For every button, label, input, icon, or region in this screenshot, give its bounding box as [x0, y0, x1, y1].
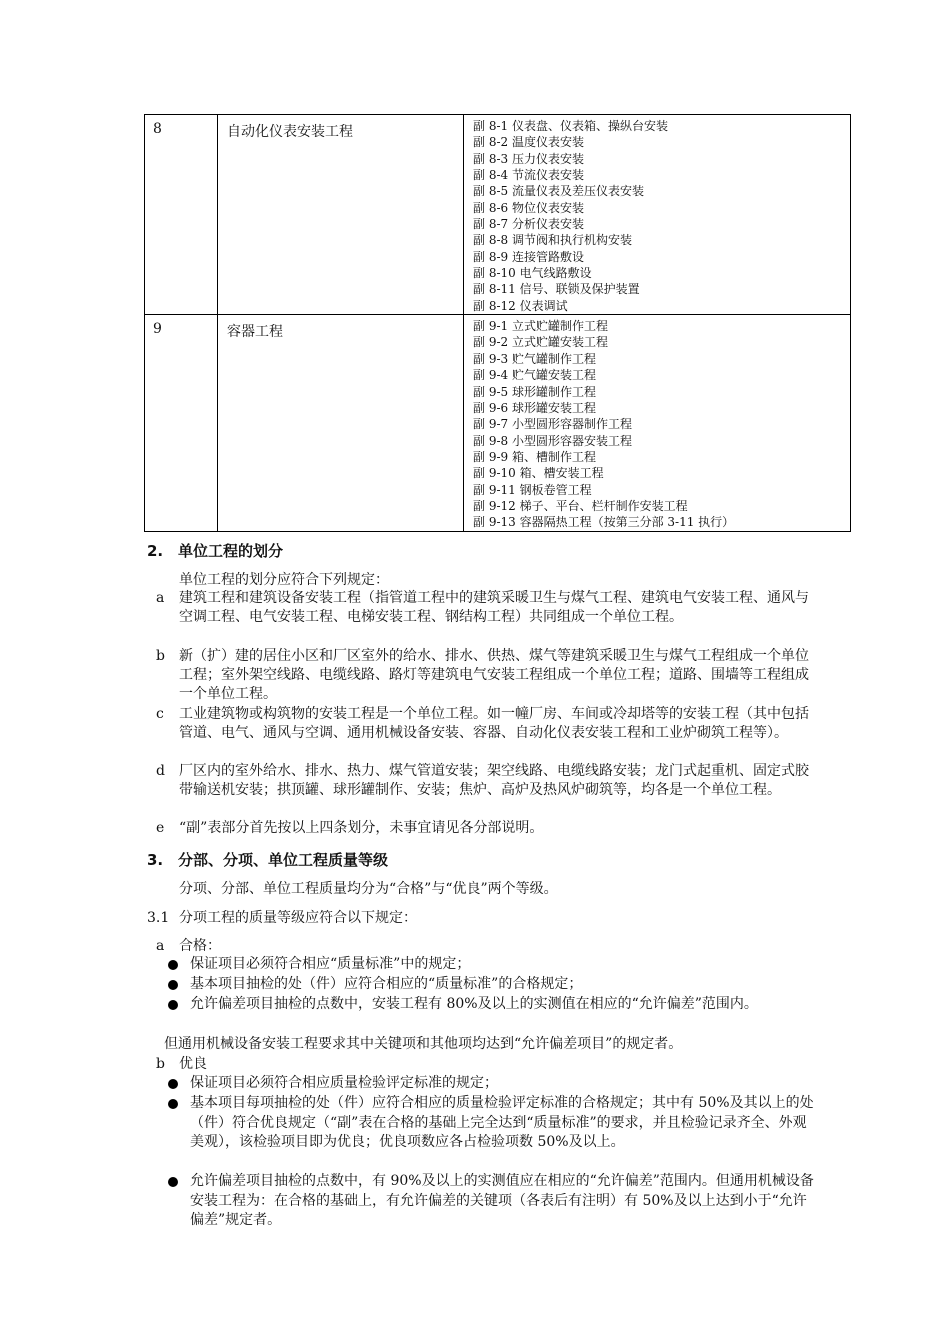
list-item: 副 9-4 贮气罐安装工程 [473, 368, 596, 383]
list-item: 副 9-2 立式贮罐安装工程 [473, 335, 608, 350]
list-item: 副 8-5 流量仪表及差压仪表安装 [473, 184, 644, 199]
bullet-icon [168, 1000, 178, 1010]
subsection-text: 分项工程的质量等级应符合以下规定： [179, 910, 417, 926]
sub-project-table [144, 114, 851, 532]
list-item: 副 9-10 箱、槽安装工程 [473, 466, 604, 481]
sub-item-list [464, 115, 851, 315]
list-item: 副 8-6 物位仪表安装 [473, 200, 584, 215]
item-text: 新（扩）建的居住小区和厂区室外的给水、排水、供热、煤气等建筑采暖卫生与煤气工程组成一个单位工程；室外架空线路、电缆线路、路灯等建筑电气安装工程组成一个单位工程；道路、围墙等工程组成一个单位工程。 [179, 648, 809, 702]
grade-heading [156, 937, 221, 955]
list-item: 副 8-8 调节阀和执行机构安装 [473, 233, 632, 248]
item-marker: c [156, 706, 164, 722]
subsection-heading [147, 909, 417, 927]
list-item: 副 8-12 仪表调试 [473, 298, 568, 313]
item-marker: b [156, 1056, 165, 1072]
bullet-icon [168, 1177, 178, 1187]
item-marker: e [156, 820, 165, 836]
grade-label: 优良 [179, 1056, 207, 1072]
section-title: 单位工程的划分 [178, 542, 284, 560]
item-marker: a [156, 590, 165, 606]
section-intro: 单位工程的划分应符合下列规定： [179, 572, 389, 588]
bullet-icon [168, 1099, 178, 1109]
grade-heading [156, 1055, 207, 1073]
subsection-number: 3.1 [147, 910, 170, 926]
list-item: 副 9-11 钢板卷管工程 [473, 482, 592, 497]
project-name: 容器工程 [218, 315, 464, 531]
grade-label: 合格： [179, 938, 221, 954]
section-title: 分部、分项、单位工程质量等级 [178, 851, 389, 869]
table-row [145, 115, 851, 315]
item-marker: b [156, 648, 165, 664]
project-name: 自动化仪表安装工程 [218, 115, 464, 315]
list-item: 副 8-3 压力仪表安装 [473, 151, 584, 166]
item-text: 建筑工程和建筑设备安装工程（指管道工程中的建筑采暖卫生与煤气工程、建筑电气安装工程、通风与空调工程、电气安装工程、电梯安装工程、钢结构工程）共同组成一个单位工程。 [179, 590, 809, 625]
bullet-icon [168, 960, 178, 970]
grade-note: 但通用机械设备安装工程要求其中关键项和其他项均达到“允许偏差项目”的规定者。 [164, 1036, 683, 1052]
item-text: 基本项目每项抽检的处（件）应符合相应的质量检验评定标准的合格规定；其中有 50%及其以上的处（件）符合优良规定（“副”表在合格的基础上完全达到“质量标准”的要求，并且检验记录齐全、外观美观），该检验项目即为优良；优良项数应各占检验项数 50%及以上。 [190, 1095, 814, 1150]
section-heading [147, 849, 388, 870]
list-item: 副 9-8 小型圆形容器安装工程 [473, 433, 632, 448]
list-item: 副 8-1 仪表盘、仪表箱、操纵台安装 [473, 119, 668, 133]
section-number: 3. [147, 851, 164, 869]
list-item: 副 9-13 容器隔热工程（按第三分部 3-11 执行） [473, 515, 735, 530]
section-number: 2. [147, 542, 164, 560]
list-item: 副 8-10 电气线路敷设 [473, 266, 592, 281]
section-intro: 分项、分部、单位工程质量均分为“合格”与“优良”两个等级。 [179, 881, 558, 897]
bullet-icon [168, 1079, 178, 1089]
list-item: 副 8-2 温度仪表安装 [473, 135, 584, 150]
sub-item-list [464, 315, 851, 531]
item-text: 允许偏差项目抽检的点数中，安装工程有 80%及以上的实测值在相应的“允许偏差”范围内。 [190, 996, 758, 1012]
table-row [145, 315, 851, 531]
item-marker: a [156, 938, 165, 954]
item-text: “副”表部分首先按以上四条划分，未事宜请见各分部说明。 [179, 820, 544, 836]
list-item: 副 8-11 信号、联锁及保护装置 [473, 282, 640, 297]
list-item: 副 8-9 连接管路敷设 [473, 249, 584, 264]
section-heading [147, 540, 283, 561]
list-item: 副 9-3 贮气罐制作工程 [473, 351, 596, 366]
list-item: 副 9-1 立式贮罐制作工程 [473, 319, 608, 334]
list-item: 副 9-9 箱、槽制作工程 [473, 449, 596, 464]
row-number: 8 [145, 115, 218, 315]
list-item: 副 8-4 节流仪表安装 [473, 168, 584, 183]
list-item: 副 9-6 球形罐安装工程 [473, 400, 596, 415]
item-text: 厂区内的室外给水、排水、热力、煤气管道安装；架空线路、电缆线路安装；龙门式起重机、固定式胶带输送机安装；拱顶罐、球形罐制作、安装；焦炉、高炉及热风炉砌筑等，均各是一个单位工程。 [179, 763, 809, 798]
row-number: 9 [145, 315, 218, 531]
item-marker: d [156, 763, 165, 779]
list-item: 副 9-12 梯子、平台、栏杆制作安装工程 [473, 498, 688, 513]
list-item: 副 9-7 小型圆形容器制作工程 [473, 417, 632, 432]
list-item: 副 8-7 分析仪表安装 [473, 217, 584, 232]
item-text: 保证项目必须符合相应“质量标准”中的规定； [190, 956, 471, 972]
item-text: 基本项目抽检的处（件）应符合相应的“质量标准”的合格规定； [190, 976, 583, 992]
item-text: 保证项目必须符合相应质量检验评定标准的规定； [190, 1075, 498, 1091]
list-item: 副 9-5 球形罐制作工程 [473, 384, 596, 399]
item-text: 工业建筑物或构筑物的安装工程是一个单位工程。如一幢厂房、车间或冷却塔等的安装工程（其中包括管道、电气、通风与空调、通用机械设备安装、容器、自动化仪表安装工程和工业炉砌筑工程等）。 [179, 706, 809, 741]
item-text: 允许偏差项目抽检的点数中，有 90%及以上的实测值应在相应的“允许偏差”范围内。但通用机械设备安装工程为：在合格的基础上，有允许偏差的关键项（各表后有注明）有 50%及以上达到小于“允许偏差”规定者。 [190, 1173, 814, 1228]
bullet-icon [168, 980, 178, 990]
